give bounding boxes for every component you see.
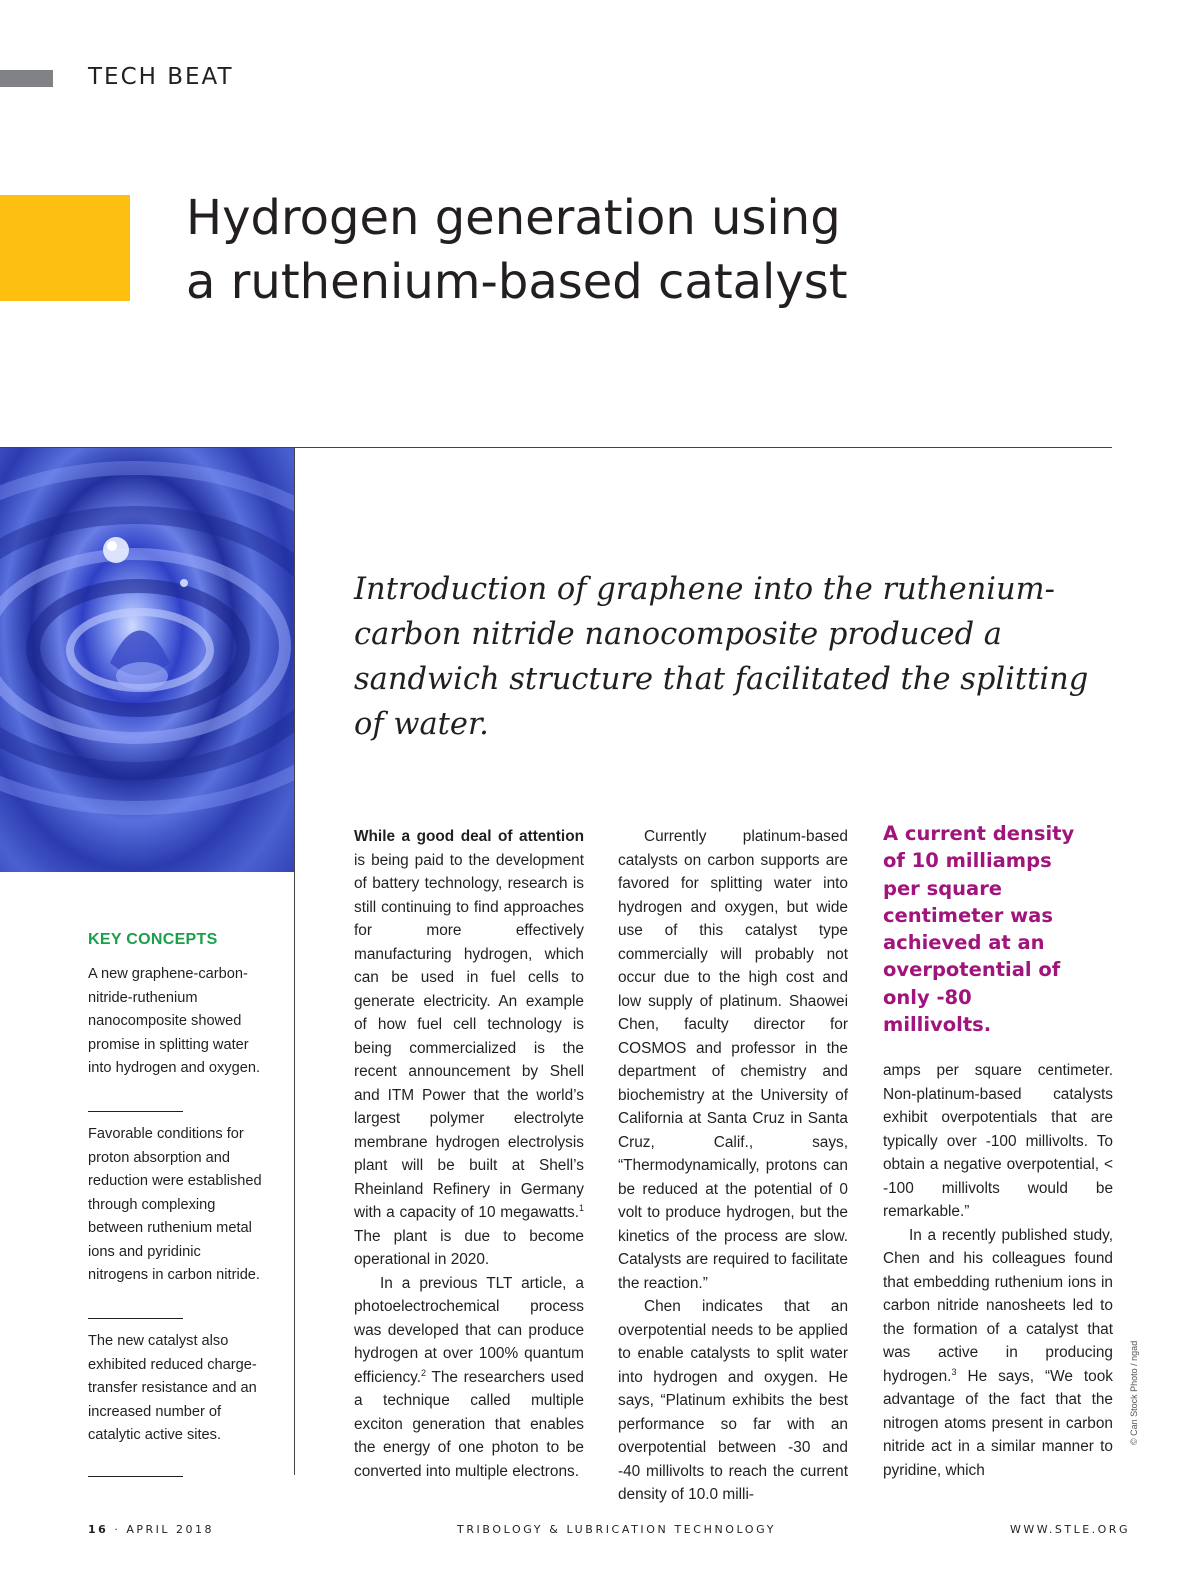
reference-marker: 3: [951, 1366, 957, 1377]
publication-name: TRIBOLOGY & LUBRICATION TECHNOLOGY: [457, 1523, 777, 1536]
article-deck: Introduction of graphene into the ruthenium-carbon nitride nanocomposite produced a sandwich structure that facilitated the splitting of water.: [354, 572, 1089, 742]
water-droplet-photo: [0, 448, 294, 872]
issue-date: APRIL 2018: [126, 1523, 214, 1536]
body-paragraph: In a previous TLT article, a photoelectrochemical process was developed that can produce hydrogen at over 100% quantum efficiency.$^2$ The researchers used a technique called multiple exciton generation that enables the energy of one photon to be converted into multiple electrons.: [354, 1274, 584, 1480]
key-concept-item: The new catalyst also exhibited reduced charge-transfer resistance and an increased number of catalytic active sites.: [88, 1333, 257, 1443]
website-link[interactable]: WWW.STLE.ORG: [1010, 1523, 1130, 1536]
headline: [186, 186, 1086, 314]
article-column-1: [354, 825, 584, 1483]
body-paragraph: In a recently published study, Chen and his colleagues found that embedding ruthenium ions in carbon nitride nanosheets led to the formation of a catalyst that was active in producing hydrogen.$^3$ He says, “We took advantage of the fact that the nitrogen atoms present in carbon nitride act in a similar manner to pyridine, which: [883, 1226, 1113, 1479]
key-concept-divider: [88, 1318, 183, 1319]
key-concepts-title: KEY CONCEPTS: [88, 931, 218, 948]
section-label: TECH BEAT: [88, 64, 234, 90]
body-paragraph: amps per square centimeter. Non-platinum-based catalysts exhibit overpotentials that are typically over -100 millivolts. To obtain a negative overpotential, < -100 millivolts would be remarkable.”: [883, 1062, 1113, 1220]
photo-credit: © Can Stock Photo / ngad: [1129, 1340, 1139, 1445]
key-concept-divider: [88, 1111, 183, 1112]
pull-quote: A current density of 10 milliamps per square centimeter was achieved at an overpotential of only -80 millivolts.: [883, 822, 1075, 1037]
key-concept-item: A new graphene-carbon-nitride-ruthenium nanocomposite showed promise in splitting water into hydrogen and oxygen.: [88, 966, 261, 1076]
key-concept-item: Favorable conditions for proton absorption and reduction were established through complexing between ruthenium metal ions and pyridinic nitrogens in carbon nitride.: [88, 1126, 262, 1283]
key-concept-divider: [88, 1476, 183, 1477]
footer-separator: ·: [114, 1523, 121, 1536]
body-paragraph: Chen indicates that an overpotential needs to be applied to enable catalysts to split water into hydrogen and oxygen. He says, “Platinum exhibits the best performance so far with an overpotential between -30 and -40 millivolts to reach the current density of 10.0 milli-: [618, 1298, 848, 1503]
article-column-3: [883, 1059, 1113, 1482]
water-ripple-graphic: [0, 448, 294, 872]
reference-marker: 2: [421, 1367, 427, 1378]
footer-page-info: [88, 1523, 214, 1536]
body-paragraph: While a good deal of attention is being paid to the development of battery technology, research is still continuing to find approaches for more effectively manufacturing hydrogen, which can be used in fuel cells to generate electricity. An example of how fuel cell technology is being commercialized is the recent announcement by Shell and ITM Power that the world’s largest polymer electrolyte membrane hydrogen electrolysis plant will be built at Shell’s Rheinland Refinery in Germany with a capacity of 10 megawatts.$^1$ The plant is due to become operational in 2020.: [354, 828, 584, 1268]
headline-line-2: a ruthenium-based catalyst: [186, 254, 848, 310]
article-column-2: [618, 825, 848, 1507]
reference-marker: 1: [578, 1202, 584, 1213]
page-number: 16: [88, 1523, 109, 1536]
headline-accent-block: [0, 195, 130, 301]
vertical-divider: [294, 447, 295, 1475]
headline-line-1: Hydrogen generation using: [186, 190, 841, 246]
lead-in-text: While a good deal of attention: [354, 828, 584, 845]
section-color-bar: [0, 70, 53, 87]
body-paragraph: Currently platinum-based catalysts on carbon supports are favored for splitting water into hydrogen and oxygen, but wide use of this catalyst type commercially will probably not occur due to the high cost and low supply of platinum. Shaowei Chen, faculty director for COSMOS and professor in the department of chemistry and biochemistry at the University of California at Santa Cruz in Santa Cruz, Calif., says, “Thermodynamically, protons can be reduced at the potential of 0 volt to produce hydrogen, but the kinetics of the process are slow. Catalysts are required to facilitate the reaction.”: [618, 828, 848, 1292]
